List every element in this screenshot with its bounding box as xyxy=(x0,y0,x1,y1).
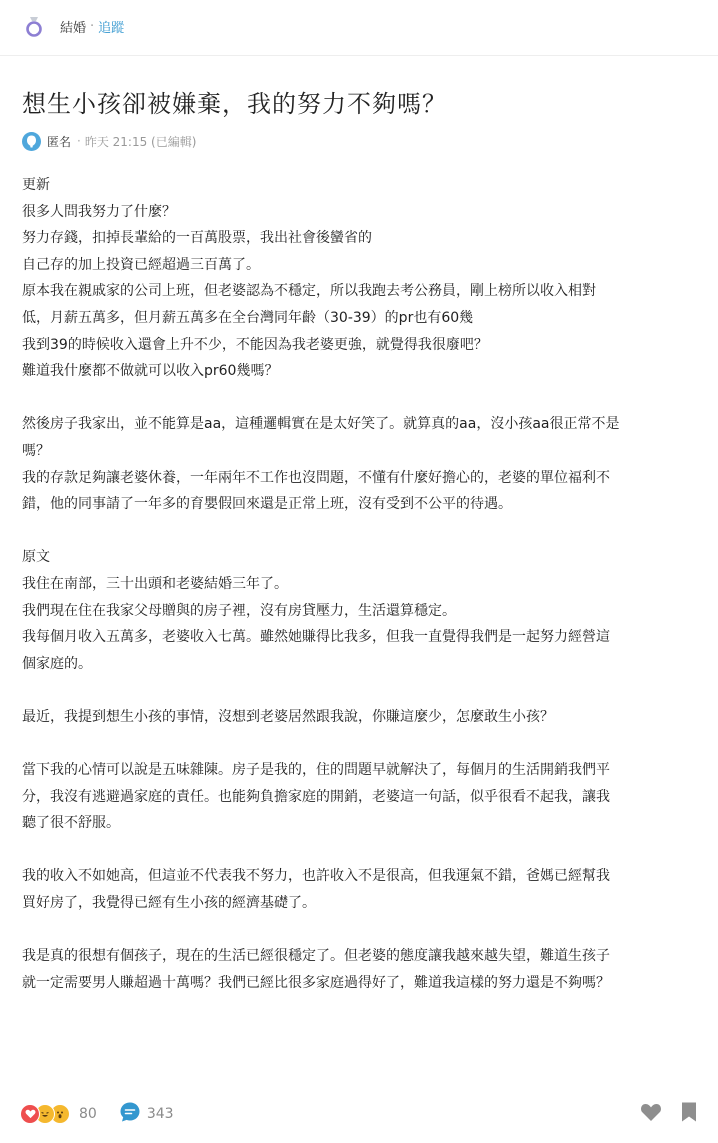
post-time: 昨天 21:15 (已編輯) xyxy=(84,134,197,149)
comment-bubble-icon xyxy=(119,1101,141,1127)
body-line: 難道我什麼都不做就可以收入pr60幾嗎？ xyxy=(22,363,279,380)
body-line: 我到39的時候收入還會上升不少，不能因為我老婆更強，就覺得我很廢吧？ xyxy=(22,336,488,353)
body-line: 更新 xyxy=(22,177,50,193)
reactions[interactable] xyxy=(20,1104,97,1124)
body-line: 然後房子我家出，並不能算是aa，這種邏輯實在是太好笑了。就算真的aa，沒小孩aa很正常不是 xyxy=(22,416,620,433)
paragraph-gap xyxy=(22,385,702,412)
heart-reaction-icon xyxy=(20,1104,40,1124)
comment-count: 343 xyxy=(146,1106,174,1122)
bookmark-icon[interactable] xyxy=(680,1101,698,1127)
body-line: 我的存款足夠讓老婆休養，一年兩年不工作也沒問題，不懂有什麼好擔心的，老婆的單位福利不 xyxy=(22,469,610,486)
body-line: 分，我沒有逃避過家庭的責任。也能夠負擔家庭的開銷，老婆這一句話，似乎很看不起我，讓我 xyxy=(22,788,610,805)
body-line: 錯，他的同事請了一年多的育嬰假回來還是正常上班，沒有受到不公平的待遇。 xyxy=(22,496,512,513)
body-line: 我是真的很想有個孩子，現在的生活已經很穩定了。但老婆的態度讓我越來越失望，難道生孩子 xyxy=(22,948,610,965)
body-line: 我每個月收入五萬多，老婆收入七萬。雖然她賺得比我多，但我一直覺得我們是一起努力經營這 xyxy=(22,629,610,646)
author-name: 匿名 xyxy=(47,134,72,149)
heart-icon[interactable] xyxy=(640,1102,662,1126)
header-divider xyxy=(0,55,718,56)
paragraph-gap xyxy=(22,837,702,864)
follow-button[interactable]: 追蹤 xyxy=(98,20,125,36)
ring-icon[interactable] xyxy=(22,13,46,39)
body-line: 很多人問我努力了什麼？ xyxy=(22,203,176,220)
post-footer xyxy=(20,1100,698,1128)
body-line: 當下我的心情可以說是五味雜陳。房子是我的，住的問題早就解決了，每個月的生活開銷我們平 xyxy=(22,762,610,779)
comment-group[interactable] xyxy=(119,1101,174,1127)
body-line: 我住在南部，三十出頭和老婆結婚三年了。 xyxy=(22,575,288,592)
post-title: 想生小孩卻被嫌棄，我的努力不夠嗎？ xyxy=(22,90,447,118)
meta-separator: · xyxy=(77,134,81,148)
board-header xyxy=(22,12,124,40)
author-row xyxy=(22,131,196,151)
body-line: 低，月薪五萬多，但月薪五萬多在全台灣同年齡（30-39）的pr也有60幾 xyxy=(22,309,474,326)
body-line: 最近，我提到想生小孩的事情，沒想到老婆居然跟我說，你賺這麼少，怎麼敢生小孩？ xyxy=(22,708,554,725)
body-line: 努力存錢，扣掉長輩給的一百萬股票，我出社會後蠻省的 xyxy=(22,230,372,247)
reaction-count: 80 xyxy=(79,1106,97,1122)
paragraph-gap xyxy=(22,917,702,944)
body-line: 我們現在住在我家父母贈與的房子裡，沒有房貸壓力，生活還算穩定。 xyxy=(22,602,456,619)
post-body xyxy=(22,172,702,996)
body-line: 原本我在親戚家的公司上班，但老婆認為不穩定，所以我跑去考公務員，剛上榜所以收入相對 xyxy=(22,283,596,300)
body-line: 嗎？ xyxy=(22,442,50,459)
body-line: 個家庭的。 xyxy=(22,655,92,672)
body-line: 就一定需要男人賺超過十萬嗎？我們已經比很多家庭過得好了，難道我這樣的努力還是不夠嗎？ xyxy=(22,974,610,991)
board-name[interactable]: 結婚 xyxy=(60,20,87,36)
body-line: 自己存的加上投資已經超過三百萬了。 xyxy=(22,256,260,273)
body-line: 買好房了，我覺得已經有生小孩的經濟基礎了。 xyxy=(22,895,316,912)
anonymous-avatar-icon[interactable] xyxy=(22,132,41,151)
body-line: 原文 xyxy=(22,549,50,566)
body-line: 聽了很不舒服。 xyxy=(22,815,120,832)
post-actions xyxy=(640,1101,698,1127)
header-separator: · xyxy=(90,18,95,34)
paragraph-gap xyxy=(22,677,702,704)
paragraph-gap xyxy=(22,730,702,757)
paragraph-gap xyxy=(22,518,702,545)
body-line: 我的收入不如她高，但這並不代表我不努力，也許收入不是很高，但我運氣不錯，爸媽已經幫我 xyxy=(22,868,610,885)
